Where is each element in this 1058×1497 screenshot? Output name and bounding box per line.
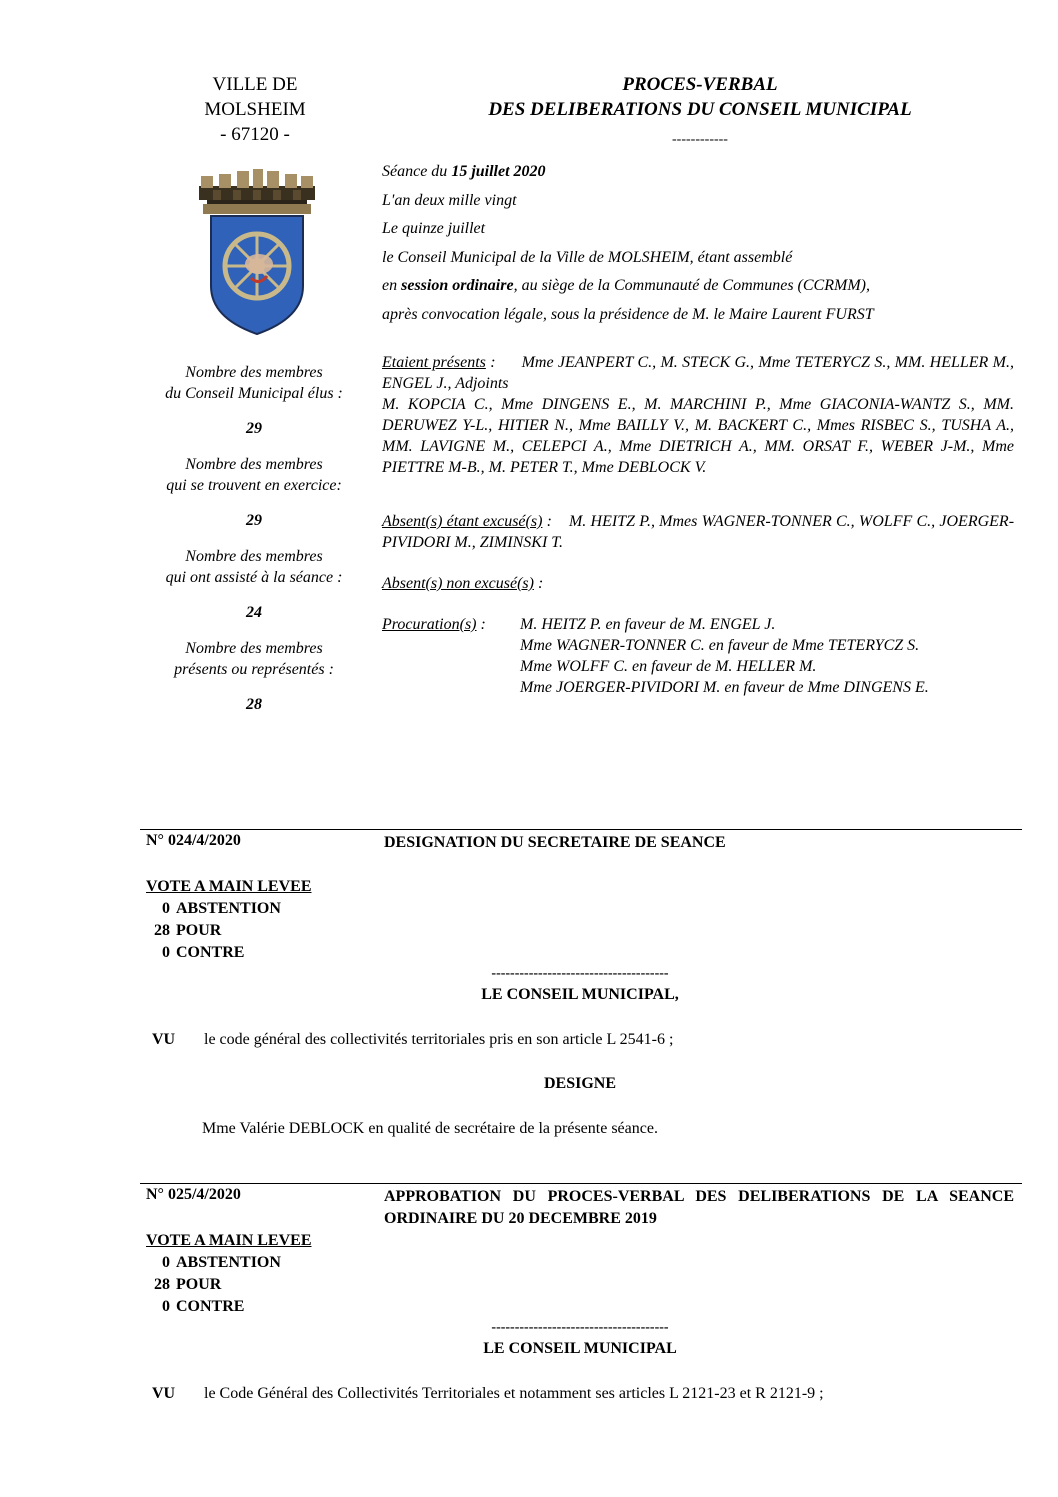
council-heading: LE CONSEIL MUNICIPAL,: [481, 986, 679, 1003]
unexcused-label: Absent(s) non excusé(s): [382, 575, 534, 592]
vu-label: VU: [152, 1385, 176, 1402]
legal-basis: [150, 1385, 1020, 1403]
vu-text: le code général des collectivités territoriales pris en son article L 2541-6 ;: [204, 1031, 674, 1048]
separator-line: --------------------------------------: [491, 1320, 669, 1335]
proxy-label: Procuration(s): [382, 616, 477, 633]
vote-heading: VOTE A MAIN LEVEE: [146, 878, 312, 895]
session-day-line: Le quinze juillet: [382, 220, 486, 238]
vote-row: 28 POUR: [154, 922, 222, 939]
section-divider: [140, 1183, 1022, 1184]
stat-label: Nombre des membres présents ou représentés :: [174, 640, 334, 678]
proxy-item: Mme WAGNER-TONNER C. en faveur de Mme TETERYCZ S.: [520, 637, 920, 654]
proxy-item: Mme JOERGER-PIVIDORI M. en faveur de Mme DINGENS E.: [520, 679, 929, 696]
session-date: 15 juillet 2020: [451, 163, 546, 180]
proxies: Procuration(s) : M. HEITZ P. en faveur de M. ENGEL J. Mme WAGNER-TONNER C. en faveur de Mme TETERYCZ S. Mme WOLFF C. en faveur de M. HELLER M. Mme JOERGER-PIVIDORI M. en faveur de Mme DINGENS E.: [382, 616, 929, 696]
stat-value: 29: [246, 512, 262, 529]
title-line: PROCES-VERBAL: [622, 74, 778, 95]
present-members: Etaient présents : Mme JEANPERT C., M. STECK G., Mme TETERYCZ S., MM. HELLER M., ENGEL J., Adjoints: [382, 354, 1014, 392]
vote-row: 28 POUR: [154, 1276, 222, 1293]
stat-value: 24: [246, 604, 262, 621]
city-line: - 67120 -: [220, 124, 290, 145]
vote-heading: VOTE A MAIN LEVEE: [146, 1232, 312, 1249]
session-intro: [382, 160, 1022, 332]
vu-label: VU: [152, 1031, 176, 1048]
title-rule: ------------: [672, 132, 728, 147]
vote-block: [146, 876, 312, 964]
present-members-cont: M. KOPCIA C., Mme DINGENS E., M. MARCHINI P., Mme GIACONIA-WANTZ S., MM. DERUWEZ Y-L., HITIER N., Mme BAILLY V., M. BACKERT C., Mmes RISBEC S., TUSHA A., MM. LAVIGNE M., CELEPCI A., Mme DIETRICH A., MM. ORSAT F., WEBER J-M., Mme PIETTRE M-B., M. PETER T., Mme DEBLOCK V.: [382, 396, 1014, 476]
session-date-line: Séance du 15 juillet 2020: [382, 163, 546, 180]
section-divider: [140, 829, 1022, 830]
decision-heading: DESIGNE: [543, 1075, 617, 1092]
vote-row: 0 CONTRE: [162, 944, 245, 961]
vote-row: 0 ABSTENTION: [162, 900, 281, 917]
deliberation-title: DESIGNATION DU SECRETAIRE DE SEANCE: [384, 834, 726, 851]
vote-block: [146, 1230, 312, 1318]
deliberation-number: N° 024/4/2020: [146, 832, 241, 849]
excused-label: Absent(s) étant excusé(s): [382, 513, 543, 530]
session-assembly-line: le Conseil Municipal de la Ville de MOLSHEIM, étant assemblé: [382, 248, 793, 266]
session-presidency-line: après convocation légale, sous la présidence de M. le Maire Laurent FURST: [382, 305, 874, 323]
vote-row: 0 ABSTENTION: [162, 1254, 281, 1271]
stat-value: 28: [246, 696, 262, 713]
document-title: [380, 72, 1020, 122]
vu-text: le Code Général des Collectivités Territoriales et notamment ses articles L 2121-23 et R 2121-9 ;: [204, 1385, 824, 1402]
deliberation-number: N° 025/4/2020: [146, 1186, 241, 1203]
separator-line: --------------------------------------: [491, 966, 669, 981]
session-type-line: en session ordinaire, au siège de la Communauté de Communes (CCRMM),: [382, 277, 870, 295]
city-line: MOLSHEIM: [204, 99, 306, 120]
legal-basis: [150, 1031, 1020, 1049]
stat-label: Nombre des membres qui ont assisté à la séance :: [165, 548, 343, 586]
title-line: DES DELIBERATIONS DU CONSEIL MUNICIPAL: [488, 99, 912, 120]
city-name: [150, 72, 360, 147]
stat-label: Nombre des membres du Conseil Municipal élus :: [165, 364, 343, 402]
session-type: session ordinaire: [401, 277, 514, 295]
membership-stats: [150, 362, 358, 730]
council-heading: LE CONSEIL MUNICIPAL: [483, 1340, 677, 1357]
city-line: VILLE DE: [212, 74, 298, 95]
unexcused-members: Absent(s) non excusé(s) :: [382, 575, 544, 592]
vote-row: 0 CONTRE: [162, 1298, 245, 1315]
present-label: Etaient présents: [382, 354, 486, 371]
decision-text: Mme Valérie DEBLOCK en qualité de secrétaire de la présente séance.: [202, 1120, 658, 1137]
session-year-line: L'an deux mille vingt: [382, 191, 517, 209]
excused-members: Absent(s) étant excusé(s) : M. HEITZ P., Mmes WAGNER-TONNER C., WOLFF C., JOERGER-PIVIDORI M., ZIMINSKI T.: [382, 513, 1015, 551]
coat-of-arms-logo: [193, 168, 321, 338]
proxy-list: [520, 614, 929, 698]
proxy-item: M. HEITZ P. en faveur de M. ENGEL J.: [520, 616, 776, 633]
proxy-item: Mme WOLFF C. en faveur de M. HELLER M.: [520, 658, 817, 675]
deliberation-title: APPROBATION DU PROCES-VERBAL DES DELIBERATIONS DE LA SEANCE ORDINAIRE DU 20 DECEMBRE 2019: [384, 1188, 1014, 1227]
stat-value: 29: [246, 420, 262, 437]
stat-label: Nombre des membres qui se trouvent en exercice:: [166, 456, 342, 494]
attendance-block: [382, 352, 1014, 698]
